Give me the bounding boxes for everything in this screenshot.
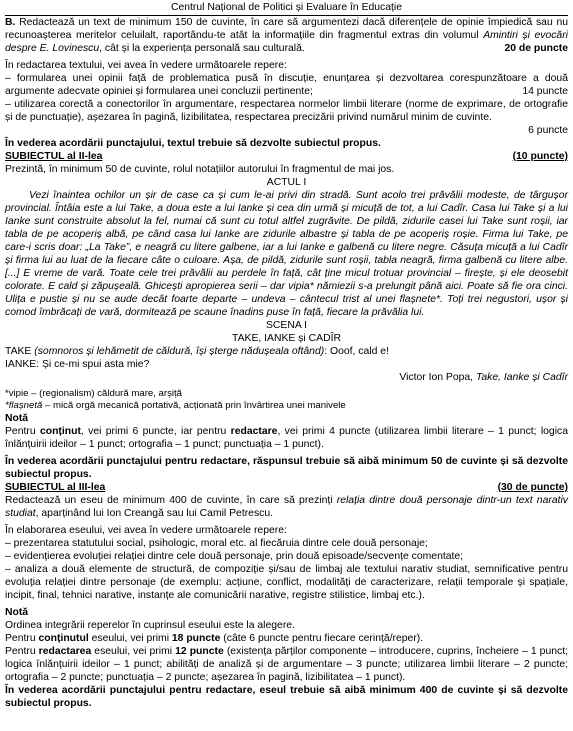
- subject2-heading: [5, 150, 568, 163]
- section-b-text-end: , cât și la experiența personală sau culturală.: [99, 43, 305, 54]
- subject3-req1: – prezentarea statutului social, psihologic, moral etc. al fiecăruia dintre cele două personaje;: [5, 538, 428, 549]
- subject3-nota-title: Notă: [5, 607, 29, 618]
- subject3-redaction-points: Pentru redactarea eseului, vei primi 12 puncte (existența părților componente – introducere, cuprins, încheiere – 1 punct; logica înlănțuirii ideilor – 1 punct; abilități de analiză și de argumentare – 3 puncte; utilizarea limbii literare – 2 puncte; ortografia – 2 puncte; punctuația – 2 puncte; așezarea în pagină, lizibilitatea – 1 punct).: [5, 646, 568, 683]
- subject2-points: (10 puncte): [512, 151, 568, 162]
- footnote-flasneta: *flașnetă – mică orgă mecanică portativă, acționată prin învârtirea unei manivele: [5, 400, 346, 411]
- characters-line: TAKE, IANKE și CADÎR: [232, 333, 341, 344]
- footnote-vipie: *vipie – (regionalism) căldură mare, arșiță: [5, 388, 183, 399]
- section-b-book: Amintiri și evocări despre E. Lovinescu: [5, 30, 568, 54]
- act-heading: ACTUL I: [266, 177, 307, 188]
- section-b-note: În vederea acordării punctajului, textul trebuie să dezvolte subiectul propus.: [5, 138, 381, 149]
- section-b-task: [5, 16, 568, 55]
- subject3-heading: [5, 481, 568, 494]
- stage-directions: Vezi înaintea ochilor un șir de case ca și cum le-ai privi din stradă. Sunt acolo trei prăvălii modeste, de târgușor provincial. Întâia este a lui Take, a doua este a lui Ianke și cea din urmă și micuță de tot, a lui Cadîr. Casa lui Take și a lui Ianke sunt construite absolut la fel, numai că sunt cu totul altfel zugrăvite. De pildă, zidurile casei lui Take sunt roșii, iar tabla de pe acoperiș albă, pe când casa lui Ianke are zidurile albastre și tabla de pe acoperiș roșie. Firma lui Take, pe care-i scris doar: „La Take”, e neagră cu litere galbene, iar a lui Ianke e galbenă cu litere negre. Căsuța micuță a lui Cadîr și firma lui au luat de la fiecare câte o culoare. Așa, de pildă, zidurile sunt roșii, tabla neagră, firma galbenă cu litere albe. [...] E vreme de vară. Toate cele trei prăvălii au perdele în față, cât ține micul trotuar provincial – firește, și ele deosebit colorate. E cald și zăpușeală. Ghicești apropierea serii – dar vipia* nămiezii s-a prelungit până aici. Poate să fie ora cinci. Ulița e pustie și nu se aude decât foarte departe – undeva – cântecul trist al unei flașnete*. Toți trei negustori, ușor și comod îmbrăcați de vară, dormitează pe scaune înadins puse în față, fiecare la prăvălia lui.: [5, 190, 568, 318]
- subject2-nota: Pentru conținut, vei primi 6 puncte, iar pentru redactare, vei primi 4 puncte (utilizarea limbii literare – 1 punct; logica înlănțuirii ideilor – 1 punct; ortografia – 1 punct; punctuația – 1 punct).: [5, 426, 568, 450]
- subject3-req3: – analiza a două elemente de structură, de compoziție și/sau de limbaj ale textului narativ studiat, semnificative pentru evoluția relației dintre personaje (de exemplu: acțiune, conflict, modalități de caracterizare, relații temporale și spațiale, incipit, final, tehnici narative, instanțe ale comunicării narative, registre stilistice, limbaj etc.).: [5, 564, 568, 601]
- subject3-req-intro: În elaborarea eseului, vei avea în vedere următoarele repere:: [5, 525, 287, 536]
- scene-heading: SCENA I: [266, 320, 307, 331]
- dialogue-line-take: TAKE (somnoros și lehămetit de căldură, își șterge nădușeala oftând): Ooof, cald e!: [5, 346, 389, 357]
- section-b-req1: – formularea unei opinii față de problematica pusă în discuție, enunțarea și dezvoltarea corespunzătoare a două argumente adecvate opiniei și formularea unei concluzii pertinente; 14 puncte: [5, 73, 568, 97]
- subject3-note: În vederea acordării punctajului pentru redactare, eseul trebuie să aibă minimum 400 de cuvinte și să dezvolte subiectul propus.: [5, 685, 568, 709]
- section-b-req-intro: În redactarea textului, vei avea în vedere următoarele repere:: [5, 60, 287, 71]
- section-b-label: B.: [5, 17, 16, 28]
- section-b-points: 20 de puncte: [504, 43, 568, 54]
- subject2-title: SUBIECTUL al II-lea: [5, 151, 103, 162]
- subject2-task: Prezintă, în minimum 50 de cuvinte, rolul notațiilor autorului în fragmentul de mai jos.: [5, 164, 395, 175]
- section-b-req2: – utilizarea corectă a conectorilor în argumentare, respectarea normelor limbii literare (norme de exprimare, de ortografie și de punctuație), așezarea în pagină, lizibilitatea, respectarea precizării privind numărul minim de cuvinte.: [5, 99, 568, 123]
- section-b-req1-points: 14 puncte: [522, 86, 568, 97]
- subject3-order: Ordinea integrării reperelor în cuprinsul eseului este la alegere.: [5, 620, 295, 631]
- source-citation: Victor Ion Popa, Take, Ianke și Cadîr: [399, 372, 568, 383]
- subject2-nota-title: Notă: [5, 413, 29, 424]
- dialogue-line-ianke: IANKE: Și ce-mi spui asta mie?: [5, 359, 150, 370]
- section-b-req2-points: 6 puncte: [528, 125, 568, 136]
- subject3-title: SUBIECTUL al III-lea: [5, 482, 106, 493]
- subject2-note: În vederea acordării punctajului pentru redactare, răspunsul trebuie să aibă minimum 50 de cuvinte și să dezvolte subiectul propus.: [5, 456, 568, 480]
- subject3-content-points: Pentru conținutul eseului, vei primi 18 puncte (câte 6 puncte pentru fiecare cerință/reper).: [5, 633, 424, 644]
- exam-page: [5, 0, 568, 710]
- subject3-points: (30 de puncte): [497, 482, 568, 493]
- subject3-task: Redactează un eseu de minimum 400 de cuvinte, în care să prezinți relația dintre două personaje dintr-un text narativ studiat, aparținând lui Ion Creangă sau lui Camil Petrescu.: [5, 495, 568, 519]
- section-b-text: Redactează un text de minimum 150 de cuvinte, în care să argumentezi dacă diferențele de opinie împiedică sau nu recunoașterea meritelor celuilalt, raportându-te atât la informațiile din fragmentul extras din volumul: [5, 17, 569, 41]
- header-institution: Centrul Național de Politici și Evaluare în Educație: [170, 2, 403, 13]
- subject3-req2: – evidențierea evoluției relației dintre cele două personaje, prin două episoade/secvențe comentate;: [5, 551, 464, 562]
